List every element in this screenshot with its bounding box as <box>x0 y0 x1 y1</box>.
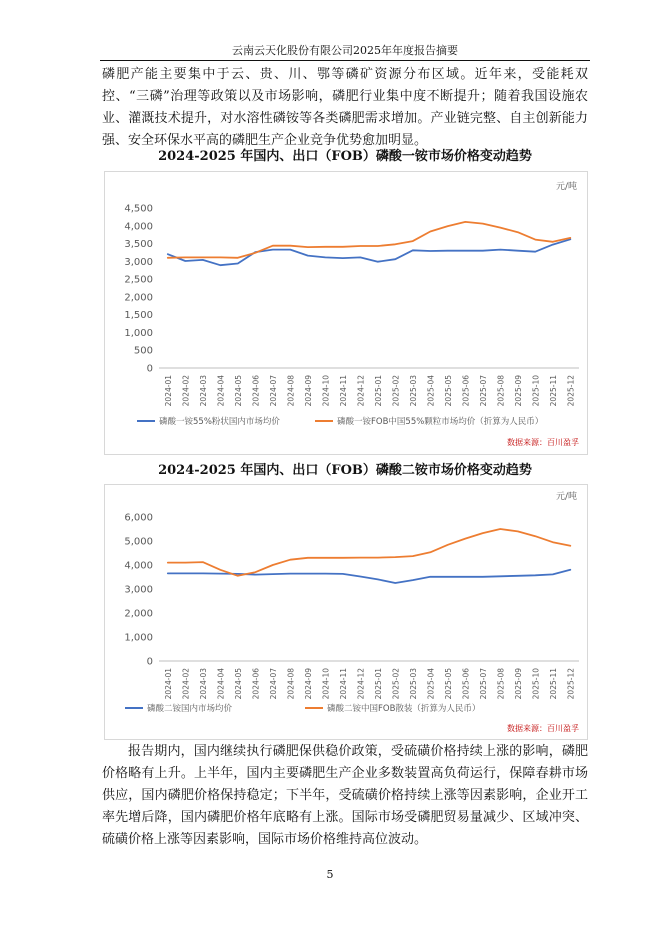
x-tick-label: 2024-05 <box>233 668 243 700</box>
summary-paragraph: 报告期内，国内继续执行磷肥保供稳价政策，受硫磺价格持续上涨的影响，磷肥价格略有上升。上半年，国内主要磷肥生产企业多数装置高负荷运行，保障春耕市场供应，国内磷肥价格保持稳定；下半年，受硫磺价格持续上涨等因素影响，企业开工率先增后降，国内磷肥价格年底略有上涨。国际市场受磷肥贸易量减少、区域冲突、硫磺价格上涨等因素影响，国际市场价格维持高位波动。 <box>102 744 588 847</box>
x-tick-label: 2025-01 <box>373 668 383 700</box>
dap-price-chart-svg <box>105 485 587 739</box>
page-number: 5 <box>326 868 334 881</box>
y-tick-label: 0 <box>146 363 153 375</box>
y-tick-label: 3,000 <box>124 584 153 596</box>
y-tick-label: 500 <box>133 345 153 357</box>
y-tick-label: 0 <box>146 656 153 668</box>
y-tick-label: 1,000 <box>124 327 153 339</box>
legend-label: 磷酸二铵国内市场均价 <box>147 704 233 714</box>
map-price-chart <box>104 171 588 455</box>
source-note: 数据来源：百川盈孚 <box>507 438 579 447</box>
y-tick-label: 1,500 <box>124 310 153 322</box>
x-tick-label: 2025-10 <box>531 668 541 700</box>
x-tick-label: 2024-12 <box>356 375 366 407</box>
header-rule <box>100 60 590 61</box>
domestic-price-line <box>168 239 571 265</box>
x-tick-label: 2025-04 <box>426 668 436 700</box>
x-tick-label: 2024-07 <box>268 668 278 700</box>
x-tick-label: 2025-07 <box>478 375 488 407</box>
y-tick-label: 3,000 <box>124 256 153 268</box>
x-tick-label: 2025-06 <box>461 668 471 700</box>
x-tick-label: 2024-02 <box>181 375 191 407</box>
dap-price-chart <box>104 484 588 740</box>
x-tick-label: 2024-01 <box>163 375 173 407</box>
x-tick-label: 2024-03 <box>198 375 208 407</box>
x-tick-label: 2025-12 <box>566 668 576 700</box>
source-note: 数据来源：百川盈孚 <box>507 724 579 733</box>
y-tick-label: 5,000 <box>124 536 153 548</box>
legend-label: 磷酸一铵FOB中国55%颗粒市场均价（折算为人民币） <box>337 417 544 427</box>
y-tick-label: 3,500 <box>124 239 153 251</box>
x-tick-label: 2025-12 <box>566 375 576 407</box>
x-tick-label: 2025-04 <box>426 375 436 407</box>
x-tick-label: 2024-11 <box>338 375 348 407</box>
y-tick-label: 2,000 <box>124 292 153 304</box>
unit-label: 元/吨 <box>555 492 577 502</box>
y-tick-label: 6,000 <box>124 512 153 524</box>
x-tick-label: 2024-03 <box>198 668 208 700</box>
x-tick-label: 2024-01 <box>163 668 173 700</box>
x-tick-label: 2024-11 <box>338 668 348 700</box>
x-tick-label: 2024-12 <box>356 668 366 700</box>
y-tick-label: 1,000 <box>124 632 153 644</box>
chart-title-dap: 2024-2025 年国内、出口（FOB）磷酸二铵市场价格变动趋势 <box>158 463 532 478</box>
x-tick-label: 2025-01 <box>373 375 383 407</box>
x-tick-label: 2025-09 <box>513 668 523 700</box>
x-tick-label: 2025-03 <box>408 668 418 700</box>
x-tick-label: 2025-05 <box>443 375 453 407</box>
x-tick-label: 2024-04 <box>216 668 226 700</box>
x-tick-label: 2025-07 <box>478 668 488 700</box>
x-tick-label: 2025-09 <box>513 375 523 407</box>
x-tick-label: 2024-09 <box>303 668 313 700</box>
unit-label: 元/吨 <box>555 182 577 192</box>
x-tick-label: 2024-05 <box>233 375 243 407</box>
intro-paragraph: 磷肥产能主要集中于云、贵、川、鄂等磷矿资源分布区域。近年来，受能耗双控、“三磷”治理等政策以及市场影响，磷肥行业集中度不断提升；随着我国设施农业、灌溉技术提升，对水溶性磷铵等各类磷肥需求增加。产业链完整、自主创新能力强、安全环保水平高的磷肥生产企业竞争优势愈加明显。 <box>102 67 588 148</box>
x-tick-label: 2025-08 <box>496 668 506 700</box>
x-tick-label: 2025-08 <box>496 375 506 407</box>
x-tick-label: 2024-10 <box>321 375 331 407</box>
y-tick-label: 2,500 <box>124 274 153 286</box>
chart-title-map: 2024-2025 年国内、出口（FOB）磷酸一铵市场价格变动趋势 <box>158 149 532 164</box>
x-tick-label: 2024-07 <box>268 375 278 407</box>
y-tick-label: 2,000 <box>124 608 153 620</box>
y-tick-label: 4,000 <box>124 560 153 572</box>
x-tick-label: 2025-11 <box>548 375 558 407</box>
legend-label: 磷酸一铵55%粉状国内市场均价 <box>159 417 280 427</box>
x-tick-label: 2024-04 <box>216 375 226 407</box>
map-price-chart-svg <box>105 172 587 454</box>
x-tick-label: 2025-05 <box>443 668 453 700</box>
x-tick-label: 2025-02 <box>391 668 401 700</box>
x-tick-label: 2024-08 <box>286 375 296 407</box>
report-header: 云南云天化股份有限公司2025年年度报告摘要 <box>232 44 458 57</box>
x-tick-label: 2025-03 <box>408 375 418 407</box>
x-tick-label: 2025-02 <box>391 375 401 407</box>
y-tick-label: 4,500 <box>124 203 153 215</box>
x-tick-label: 2024-06 <box>251 375 261 407</box>
x-tick-label: 2024-06 <box>251 668 261 700</box>
x-tick-label: 2025-11 <box>548 668 558 700</box>
x-tick-label: 2025-10 <box>531 375 541 407</box>
export-price-line <box>168 222 571 258</box>
x-tick-label: 2024-02 <box>181 668 191 700</box>
legend-label: 磷酸二铵中国FOB散装（折算为人民币） <box>327 704 481 714</box>
y-tick-label: 4,000 <box>124 221 153 233</box>
x-tick-label: 2024-09 <box>303 375 313 407</box>
x-tick-label: 2024-08 <box>286 668 296 700</box>
export-price-line <box>168 529 571 576</box>
x-tick-label: 2025-06 <box>461 375 471 407</box>
x-tick-label: 2024-10 <box>321 668 331 700</box>
